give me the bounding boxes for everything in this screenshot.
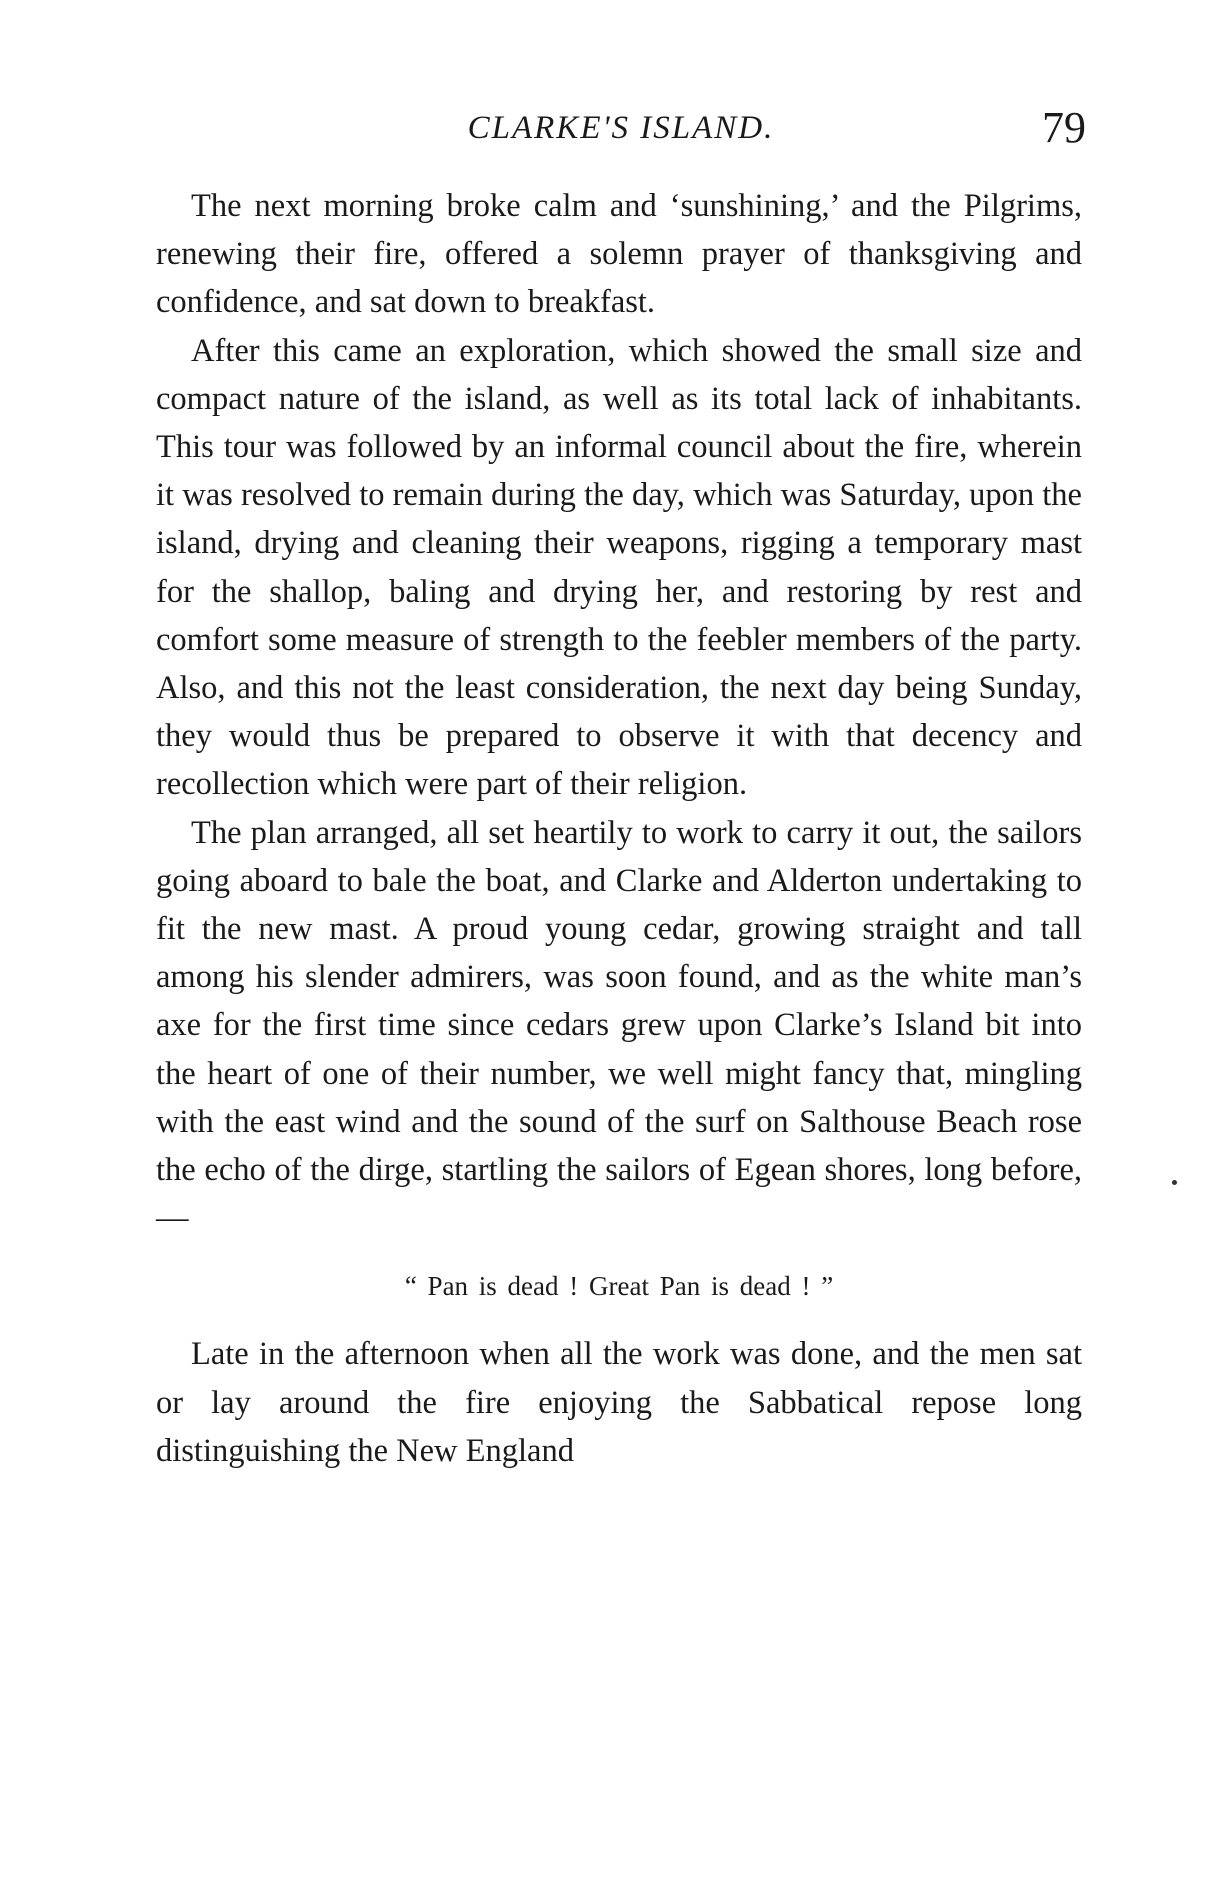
print-speck [1172, 1180, 1177, 1185]
paragraph-afternoon: Late in the afternoon when all the work was done, and the men sat or lay around the fire enjoying the Sabbatical repose long distinguishing the New England [156, 1336, 1082, 1469]
page-number: 79 [1042, 103, 1086, 152]
running-title: CLARKE'S ISLAND. [467, 110, 775, 146]
paragraph-exploration: After this came an exploration, which showed the small size and compact nature of the island, as well as its total lack of inhabitants. This tour was followed by an informal council about the fire, wherein it was resolved to remain during the day, which was Saturday, upon the island, drying and cleaning their weapons, rigging a temporary mast for the shallop, baling and drying her, and restoring by rest and comfort some measure of strength to the feebler members of the party. Also, and this not the least consideration, the next day being Sunday, they would thus be prepared to observe it with that decency and recollection which were part of their religion. [156, 332, 1082, 803]
paragraph-morning: The next morning broke calm and ‘sunshining,’ and the Pilgrims, renewing their fire, offered a solemn prayer of thanksgiving and confidence, and sat down to breakfast. [156, 188, 1082, 321]
body-text [156, 182, 1082, 1475]
running-head [156, 100, 1086, 160]
paragraph-plan: The plan arranged, all set heartily to work to carry it out, the sailors going aboard to bale the boat, and Clarke and Alderton undertaking to fit the new mast. A proud young cedar, growing straight and tall among his slender admirers, was soon found, and as the white man’s axe for the first time since cedars grew upon Clarke’s Island bit into the heart of one of their number, we well might fancy that, mingling with the east wind and the sound of the surf on Salthouse Beach rose the echo of the dirge, startling the sailors of Egean shores, long before, — [156, 814, 1082, 1237]
block-quote: “ Pan is dead ! Great Pan is dead ! ” [404, 1271, 834, 1302]
